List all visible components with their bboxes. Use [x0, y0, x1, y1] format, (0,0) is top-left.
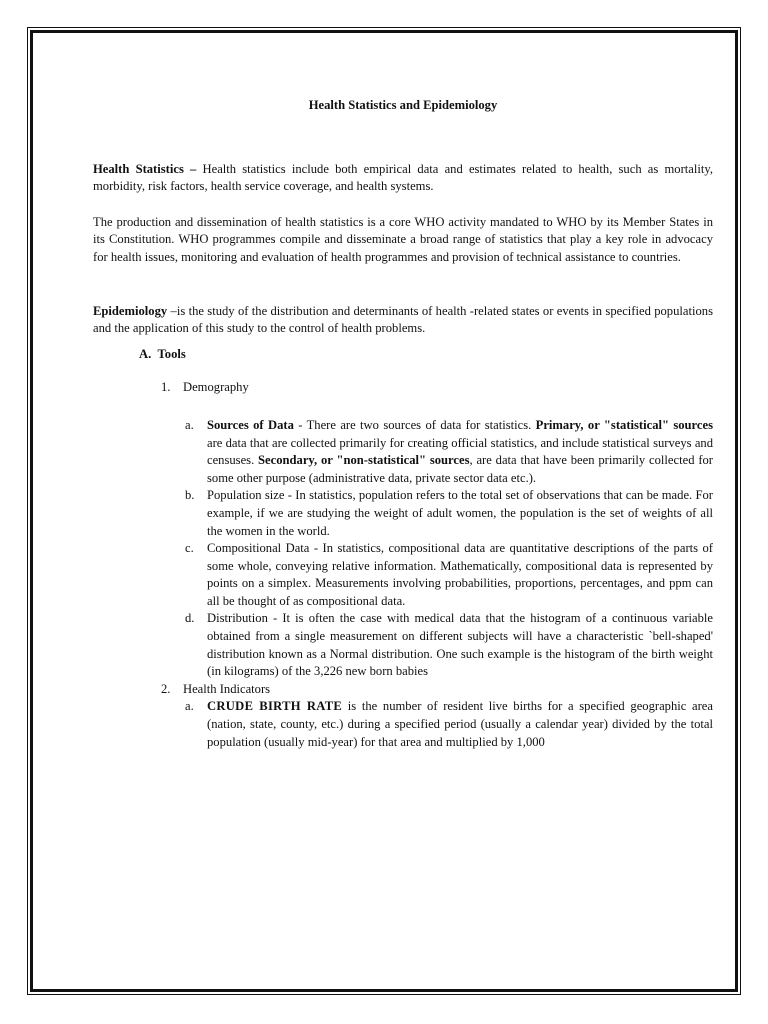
sublist-marker: c. [185, 541, 194, 556]
sources-of-data-term: Sources of Data [207, 417, 294, 432]
list-label: Demography [183, 380, 249, 395]
list-label: Health Indicators [183, 681, 271, 696]
list-item-health-indicators [161, 681, 713, 699]
sublist-marker: b. [185, 488, 195, 503]
section-marker: A. [139, 346, 152, 361]
section-heading-tools [139, 346, 713, 364]
list-marker: 2. [161, 681, 171, 696]
health-statistics-term: Health Statistics [93, 161, 184, 176]
distribution-text: Distribution - It is often the case with medical data that the histogram of a continuous variable obtained from a single measurement on different subjects will have a characteristic `bell-shaped' distribution known as a Normal distribution. One such example is the histogram of the birth weight (in kilograms) of the 3,226 new born babies [207, 611, 713, 679]
crude-birth-rate-text: is the number of resident live births for a specified geographic area (nation, state, county, etc.) during a specified period (usually a calendar year) divided by the total population (usually mid-year) for that area and multiplied by 1,000 [207, 699, 713, 749]
epidemiology-term: Epidemiology [93, 303, 168, 318]
epidemiology-definition: –is the study of the distribution and determinants of health -related states or events in specified populations and the application of this study to the control of health problems. [93, 303, 713, 336]
crude-birth-rate-term: CRUDE BIRTH RATE [207, 699, 343, 714]
document-page [30, 30, 738, 992]
sublist-item-compositional-data [185, 540, 713, 610]
sublist-item-distribution [185, 610, 713, 680]
secondary-sources-term: Secondary, or "non-statistical" sources [258, 453, 470, 468]
document-body [93, 97, 713, 751]
health-statistics-paragraph [93, 161, 713, 196]
who-paragraph: The production and dissemination of health statistics is a core WHO activity mandated to WHO by its Member States in its Constitution. WHO programmes compile and disseminate a broad range of statistics that play a key role in advocacy for health issues, monitoring and evaluation of health programmes and provision of technical assistance to countries. [93, 214, 713, 264]
primary-sources-term: Primary, or "statistical" sources [535, 417, 713, 432]
sublist-marker: a. [185, 417, 194, 432]
demography-sublist [185, 417, 713, 681]
health-indicators-sublist [185, 698, 713, 751]
sublist-marker: d. [185, 611, 195, 626]
sources-text-2: are data that are collected primarily for creating official statistics, and include statistical surveys and censuses. [207, 435, 713, 468]
health-statistics-dash: – [183, 161, 203, 176]
section-label: Tools [157, 346, 186, 361]
sublist-item-sources-of-data [185, 417, 713, 487]
compositional-data-text: Compositional Data - In statistics, compositional data are quantitative descriptions of the parts of some whole, conveying relative information. Mathematically, compositional data is represented by points on a simplex. Measurements involving probabilities, proportions, percentages, and ppm can all be thought of as compositional data. [207, 541, 713, 608]
list-item-demography [161, 379, 713, 397]
sublist-item-crude-birth-rate [185, 698, 713, 751]
list-marker: 1. [161, 380, 171, 395]
sources-text-1: - There are two sources of data for statistics. [293, 417, 536, 432]
sublist-item-population-size [185, 487, 713, 540]
sources-text-3: , are data that have been primarily collected for some other purpose (administrative data, private sector data etc.). [207, 453, 713, 485]
sublist-marker: a. [185, 699, 194, 714]
health-statistics-definition: Health statistics include both empirical data and estimates related to health, such as mortality, morbidity, risk factors, health service coverage, and health systems. [93, 161, 713, 194]
epidemiology-paragraph [93, 303, 713, 338]
population-size-text: Population size - In statistics, population refers to the total set of observations that can be made. For example, if we are studying the weight of adult women, the population is the set of weights of all the women in the world. [207, 488, 713, 538]
document-title: Health Statistics and Epidemiology [308, 98, 498, 112]
